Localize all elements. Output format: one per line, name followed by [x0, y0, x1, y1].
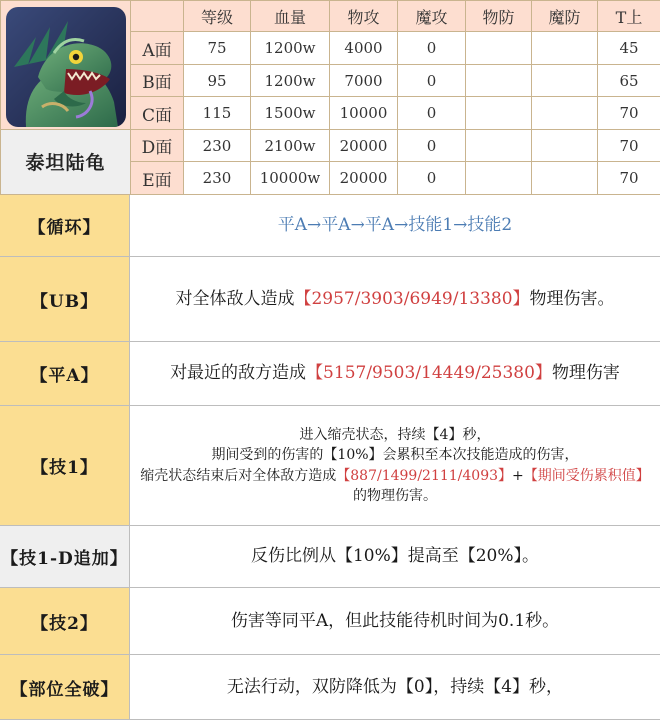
stats-patk: 20000	[330, 129, 398, 162]
stats-matk: 0	[398, 64, 466, 97]
stats-t: 70	[598, 97, 660, 130]
stats-level: 75	[184, 32, 251, 65]
stats-header-patk: 物攻	[330, 1, 398, 32]
skill-label-ub: 【UB】	[0, 257, 130, 341]
stats-hp: 10000w	[251, 162, 330, 195]
stats-header-t: T上	[598, 1, 660, 32]
skill-desc-cycle: 平A→平A→平A→技能1→技能2	[277, 215, 513, 236]
stats-mdef	[532, 97, 598, 130]
stats-t: 70	[598, 129, 660, 162]
skill-desc-normal-post: 物理伤害	[551, 363, 620, 384]
skill-desc-normal-values: 【5157/9503/14449/25380】	[306, 363, 552, 384]
stats-pdef	[466, 32, 532, 65]
stats-row-d	[1, 129, 660, 162]
stats-mdef	[532, 129, 598, 162]
skill-desc-ub-post: 物理伤害。	[529, 288, 615, 309]
stats-patk: 20000	[330, 162, 398, 195]
stats-pdef	[466, 97, 532, 130]
stats-header-matk: 魔攻	[398, 1, 466, 32]
stats-t: 45	[598, 32, 660, 65]
stats-level: 230	[184, 162, 251, 195]
stats-mdef	[532, 64, 598, 97]
stats-header-row	[1, 1, 660, 32]
skill-row-normal-attack	[0, 342, 660, 406]
stats-level: 115	[184, 97, 251, 130]
skill-desc-normal-pre: 对最近的敌方造成	[170, 363, 307, 384]
skill-label-full-break: 【部位全破】	[0, 655, 130, 719]
skill-desc-skill1	[130, 406, 660, 525]
boss-portrait-icon	[6, 7, 126, 127]
stats-patk: 7000	[330, 64, 398, 97]
stats-matk: 0	[398, 97, 466, 130]
skill-list	[0, 195, 660, 720]
skill-label-skill1: 【技1】	[0, 406, 130, 525]
skill1-line2: 期间受到的伤害的【10%】会累积至本次技能造成的伤害，	[211, 447, 579, 464]
stats-matk: 0	[398, 32, 466, 65]
stats-mdef	[532, 162, 598, 195]
stats-hp: 1500w	[251, 97, 330, 130]
stats-t: 70	[598, 162, 660, 195]
stats-row-label: B面	[131, 64, 184, 97]
stats-hp: 1200w	[251, 32, 330, 65]
stats-matk: 0	[398, 129, 466, 162]
stats-header-pdef: 物防	[466, 1, 532, 32]
stats-hp: 2100w	[251, 129, 330, 162]
skill-label-skill1-d: 【技1-D追加】	[0, 526, 130, 587]
stats-header-blank	[131, 1, 184, 32]
skill-desc-normal-attack	[130, 342, 660, 405]
stats-table	[0, 0, 660, 195]
stats-row-label: D面	[131, 129, 184, 162]
skill-row-skill1-d	[0, 526, 660, 588]
skill-label-cycle: 【循环】	[0, 195, 130, 256]
stats-pdef	[466, 162, 532, 195]
stats-row-label: C面	[131, 97, 184, 130]
skill1-line3-plus: +	[512, 467, 524, 484]
boss-portrait-cell	[1, 1, 131, 130]
stats-mdef	[532, 32, 598, 65]
stats-t: 65	[598, 64, 660, 97]
skill1-line1: 进入缩壳状态，持续【4】秒，	[299, 426, 491, 443]
stats-pdef	[466, 129, 532, 162]
stats-patk: 4000	[330, 32, 398, 65]
skill-desc-ub	[130, 257, 660, 341]
skill-desc-full-break: 无法行动，双防降低为【0】，持续【4】秒，	[226, 676, 564, 697]
skill-desc-ub-values: 【2957/3903/6949/13380】	[294, 288, 530, 309]
stats-header-hp: 血量	[251, 1, 330, 32]
stats-matk: 0	[398, 162, 466, 195]
stats-row-label: A面	[131, 32, 184, 65]
stats-header-level: 等级	[184, 1, 251, 32]
skill-row-ub	[0, 257, 660, 342]
skill-desc-ub-pre: 对全体敌人造成	[175, 288, 295, 309]
skill-row-full-break	[0, 655, 660, 720]
skill-desc-skill1-d: 反伤比例从【10%】提高至【20%】。	[250, 546, 540, 567]
skill-label-skill2: 【技2】	[0, 588, 130, 654]
stats-pdef	[466, 64, 532, 97]
boss-name: 泰坦陆龟	[1, 129, 131, 194]
skill-row-skill1	[0, 406, 660, 526]
skill1-line3-values: 【887/1499/2111/4093】	[336, 467, 513, 484]
skill1-line3	[136, 466, 654, 507]
skill-row-cycle	[0, 195, 660, 257]
skill-desc-skill2: 伤害等同平A，但此技能待机时间为0.1秒。	[230, 610, 560, 631]
stats-patk: 10000	[330, 97, 398, 130]
stats-level: 95	[184, 64, 251, 97]
stats-hp: 1200w	[251, 64, 330, 97]
stats-row-label: E面	[131, 162, 184, 195]
skill-label-normal-attack: 【平A】	[0, 342, 130, 405]
skill1-line3-pre: 缩壳状态结束后对全体敌方造成	[140, 467, 337, 484]
skill1-line3-accum: 【期间受伤累积值】	[523, 467, 650, 484]
skill1-line3-post: 的物理伤害。	[353, 487, 437, 504]
stats-header-mdef: 魔防	[532, 1, 598, 32]
stats-level: 230	[184, 129, 251, 162]
skill-row-skill2	[0, 588, 660, 655]
